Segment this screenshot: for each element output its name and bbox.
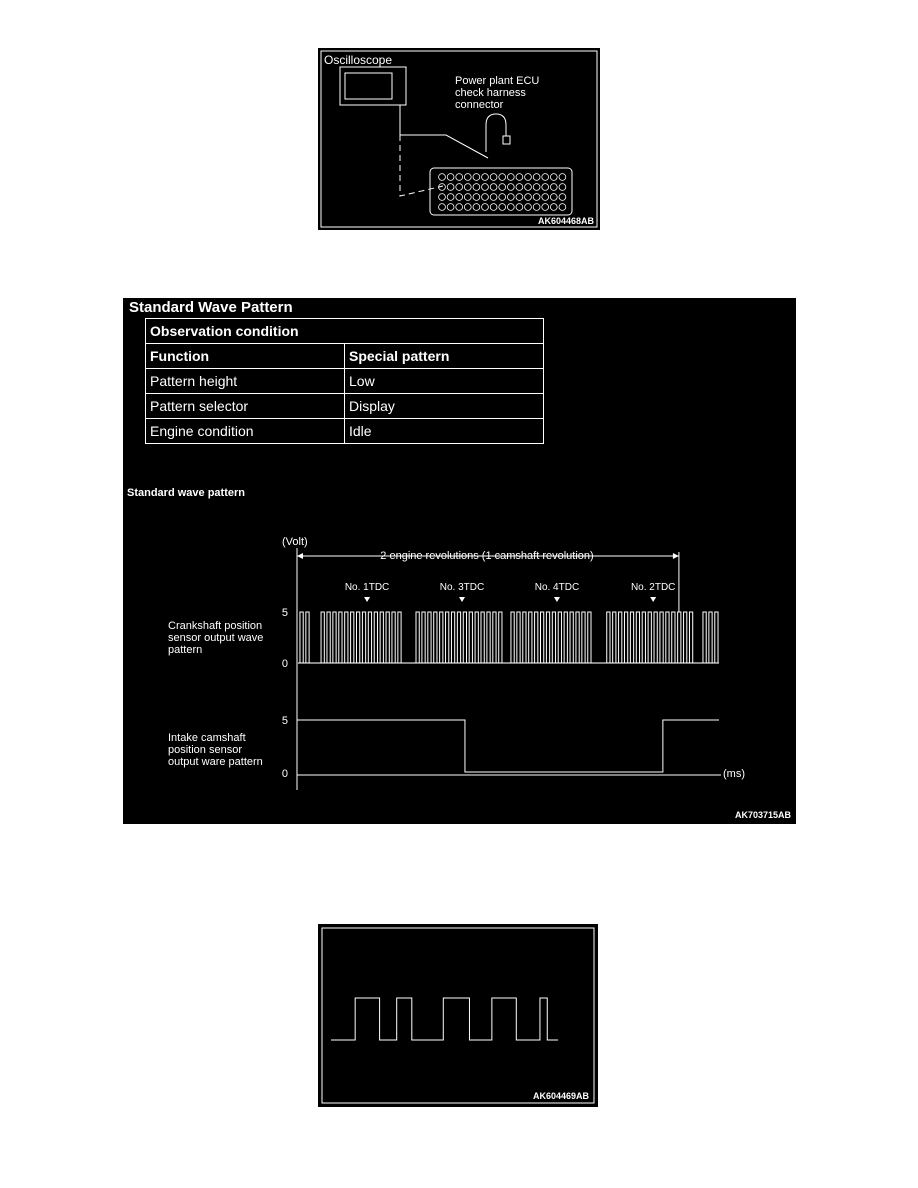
connector-pin bbox=[473, 204, 480, 211]
connector-pin bbox=[516, 174, 523, 181]
figure1-id: AK604468AB bbox=[537, 216, 594, 226]
crank-pulse bbox=[446, 612, 449, 663]
crank-pulse bbox=[564, 612, 567, 663]
oscilloscope-waveform-figure bbox=[318, 924, 598, 1107]
connector-pin bbox=[490, 204, 497, 211]
header-function: Function bbox=[146, 344, 345, 369]
crank-pulse bbox=[624, 612, 627, 663]
connector-pin bbox=[525, 184, 532, 191]
oscilloscope-connection-figure bbox=[318, 48, 600, 230]
crank-pulse bbox=[703, 612, 706, 663]
connector-pin bbox=[456, 184, 463, 191]
connector-pin bbox=[490, 184, 497, 191]
crank-pulse bbox=[345, 612, 348, 663]
connector-pin bbox=[507, 204, 514, 211]
tdc-marker bbox=[650, 597, 656, 602]
crank-tick-0: 0 bbox=[281, 658, 288, 670]
crank-pulse bbox=[672, 612, 675, 663]
crank-pulse bbox=[333, 612, 336, 663]
cell: Idle bbox=[345, 419, 544, 444]
connector-pin bbox=[525, 194, 532, 201]
connector-pin bbox=[533, 174, 540, 181]
connector-pin bbox=[439, 204, 446, 211]
cam-waveform bbox=[297, 720, 719, 772]
crank-pulse bbox=[523, 612, 526, 663]
wave-chart bbox=[123, 298, 796, 824]
cell: Pattern height bbox=[146, 369, 345, 394]
tdc-label: No. 3TDC bbox=[439, 582, 485, 593]
crank-pulse bbox=[576, 612, 579, 663]
crank-pulse bbox=[440, 612, 443, 663]
crank-pulse bbox=[362, 612, 365, 663]
connector-pin bbox=[473, 174, 480, 181]
connector-pin bbox=[550, 204, 557, 211]
connector-pin bbox=[482, 174, 489, 181]
connector-pin bbox=[525, 174, 532, 181]
crank-pulse bbox=[511, 612, 514, 663]
crank-pulse bbox=[351, 612, 354, 663]
connector-label-2: check harness bbox=[455, 87, 526, 99]
cell: Display bbox=[345, 394, 544, 419]
connector-pin bbox=[490, 174, 497, 181]
connector-pin bbox=[542, 204, 549, 211]
connector-pin bbox=[482, 194, 489, 201]
crank-pulse bbox=[558, 612, 561, 663]
crank-tick-5: 5 bbox=[281, 607, 288, 619]
crank-pulse bbox=[368, 612, 371, 663]
crank-pulse bbox=[451, 612, 454, 663]
connector-pin bbox=[542, 174, 549, 181]
connector-pin bbox=[533, 204, 540, 211]
crank-pulse bbox=[357, 612, 360, 663]
connector-pin bbox=[464, 194, 471, 201]
crank-pulse bbox=[546, 612, 549, 663]
cam-tick-0: 0 bbox=[281, 768, 288, 780]
connector-pin bbox=[464, 184, 471, 191]
connector-pin bbox=[439, 194, 446, 201]
connector-pin bbox=[447, 204, 454, 211]
connector-pin bbox=[533, 184, 540, 191]
crank-label-2: sensor output wave bbox=[168, 632, 264, 644]
connector-pin bbox=[482, 204, 489, 211]
crank-pulse bbox=[654, 612, 657, 663]
crank-pulse bbox=[386, 612, 389, 663]
crank-pulse bbox=[434, 612, 437, 663]
tdc-marker bbox=[554, 597, 560, 602]
connector-pin bbox=[550, 194, 557, 201]
connector-pin bbox=[473, 184, 480, 191]
connector-pin bbox=[507, 184, 514, 191]
x-axis-label: (ms) bbox=[723, 768, 745, 780]
crank-pulse bbox=[487, 612, 490, 663]
crank-pulse bbox=[469, 612, 472, 663]
crank-pulse bbox=[552, 612, 555, 663]
crank-pulse bbox=[428, 612, 431, 663]
connector-pin bbox=[542, 194, 549, 201]
connector-label-3: connector bbox=[455, 99, 504, 111]
oscilloscope-label: Oscilloscope bbox=[324, 53, 393, 67]
cell: Engine condition bbox=[146, 419, 345, 444]
tdc-marker bbox=[364, 597, 370, 602]
connector-pin bbox=[559, 194, 566, 201]
signal-waveform bbox=[331, 998, 558, 1040]
oscilloscope-waveform bbox=[318, 924, 598, 1107]
crank-pulse bbox=[607, 612, 610, 663]
crank-pulse bbox=[529, 612, 532, 663]
crank-pulse bbox=[660, 612, 663, 663]
crank-pulse bbox=[570, 612, 573, 663]
connector-pin bbox=[525, 204, 532, 211]
crank-pulse bbox=[678, 612, 681, 663]
tdc-label: No. 4TDC bbox=[534, 582, 580, 593]
connector-pin bbox=[499, 194, 506, 201]
crank-pulse bbox=[540, 612, 543, 663]
figure3-id: AK604469AB bbox=[532, 1091, 589, 1101]
connector-label-1: Power plant ECU bbox=[455, 75, 540, 87]
crank-pulse bbox=[689, 612, 692, 663]
connector-pin bbox=[533, 194, 540, 201]
crank-pulse bbox=[481, 612, 484, 663]
crank-pulse bbox=[613, 612, 616, 663]
connector-pin bbox=[516, 184, 523, 191]
crank-pulse bbox=[327, 612, 330, 663]
crank-pulse bbox=[684, 612, 687, 663]
crank-pulse bbox=[374, 612, 377, 663]
crank-pulse bbox=[422, 612, 425, 663]
connector-pin bbox=[447, 174, 454, 181]
connector-pin bbox=[464, 174, 471, 181]
wave-subtitle: Standard wave pattern bbox=[127, 487, 245, 499]
crank-pulse bbox=[457, 612, 460, 663]
cam-label-3: output ware pattern bbox=[168, 756, 263, 768]
crank-pulse bbox=[392, 612, 395, 663]
crank-pulse bbox=[300, 612, 303, 663]
span-arrowhead-left bbox=[297, 553, 303, 559]
connector-pin bbox=[507, 194, 514, 201]
crank-pulse bbox=[306, 612, 309, 663]
crank-pulse bbox=[582, 612, 585, 663]
connector-pin bbox=[499, 204, 506, 211]
connector-pin bbox=[550, 174, 557, 181]
crank-pulse bbox=[463, 612, 466, 663]
connector-pin bbox=[439, 174, 446, 181]
connector-pin bbox=[559, 174, 566, 181]
connector-pin bbox=[456, 204, 463, 211]
crank-pulse bbox=[493, 612, 496, 663]
crank-pulse bbox=[648, 612, 651, 663]
connector-pin bbox=[447, 184, 454, 191]
connector-pin bbox=[499, 184, 506, 191]
connector-pin bbox=[516, 194, 523, 201]
cam-label-1: Intake camshaft bbox=[168, 732, 246, 744]
connector-pin bbox=[456, 174, 463, 181]
connector-pin bbox=[542, 184, 549, 191]
connector-pin bbox=[490, 194, 497, 201]
connector-pin bbox=[559, 184, 566, 191]
crank-label-1: Crankshaft position bbox=[168, 620, 263, 632]
figure-title: Standard Wave Pattern bbox=[129, 299, 293, 316]
connector-pin bbox=[464, 204, 471, 211]
crank-label-3: pattern bbox=[168, 644, 203, 656]
cam-label-2: position sensor bbox=[168, 744, 242, 756]
crank-pulse bbox=[339, 612, 342, 663]
tdc-marker bbox=[459, 597, 465, 602]
span-label: 2 engine revolutions (1 camshaft revolution) bbox=[380, 550, 594, 562]
connector-pin bbox=[473, 194, 480, 201]
crank-pulse bbox=[475, 612, 478, 663]
cell: Low bbox=[345, 369, 544, 394]
cell: Pattern selector bbox=[146, 394, 345, 419]
connector-pin bbox=[507, 174, 514, 181]
crank-pulse bbox=[380, 612, 383, 663]
connector-pin bbox=[499, 174, 506, 181]
crank-pulse bbox=[630, 612, 633, 663]
span-arrowhead-right bbox=[673, 553, 679, 559]
crank-pulse bbox=[588, 612, 591, 663]
connector-pin bbox=[516, 204, 523, 211]
connector-pin bbox=[559, 204, 566, 211]
connector-pin bbox=[456, 194, 463, 201]
crank-pulse bbox=[517, 612, 520, 663]
crank-pulse bbox=[416, 612, 419, 663]
crank-pulse bbox=[709, 612, 712, 663]
crank-pulse bbox=[666, 612, 669, 663]
connector-pin bbox=[550, 184, 557, 191]
crank-pulse bbox=[398, 612, 401, 663]
standard-wave-pattern-figure bbox=[123, 298, 796, 824]
table-caption: Observation condition bbox=[146, 319, 544, 344]
tdc-label: No. 1TDC bbox=[344, 582, 390, 593]
header-special-pattern: Special pattern bbox=[345, 344, 544, 369]
connector-pin bbox=[447, 194, 454, 201]
connector-pin bbox=[482, 184, 489, 191]
oscilloscope-connection-diagram bbox=[318, 48, 600, 230]
cam-tick-5: 5 bbox=[281, 715, 288, 727]
crank-pulse bbox=[499, 612, 502, 663]
figure2-id: AK703715AB bbox=[734, 810, 791, 820]
tdc-label: No. 2TDC bbox=[630, 582, 676, 593]
crank-pulse bbox=[535, 612, 538, 663]
crank-pulse bbox=[642, 612, 645, 663]
crank-pulse bbox=[321, 612, 324, 663]
crank-pulse bbox=[636, 612, 639, 663]
y-axis-label: (Volt) bbox=[282, 536, 308, 548]
crank-pulse bbox=[715, 612, 718, 663]
crank-pulse bbox=[619, 612, 622, 663]
